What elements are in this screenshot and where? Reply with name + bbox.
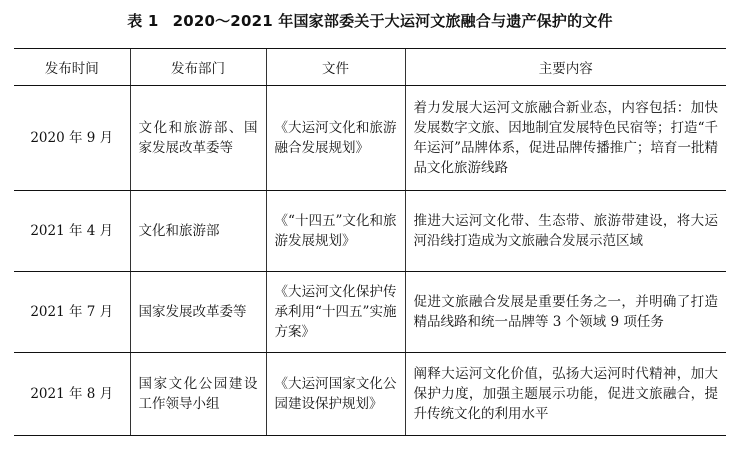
header-document: 文件 <box>266 49 405 86</box>
cell-main-content: 着力发展大运河文旅融合新业态，内容包括：加快发展数字文旅、因地制宜发展特色民宿等；打造“千年运河”品牌体系，促进品牌传播推广；培育一批精品文化旅游线路 <box>405 86 726 191</box>
cell-main-content: 阐释大运河文化价值，弘扬大运河时代精神，加大保护力度，加强主题展示功能，促进文旅融合，提升传统文化的利用水平 <box>405 353 726 436</box>
table-row <box>14 353 726 436</box>
cell-main-content: 促进文旅融合发展是重要任务之一，并明确了打造精品线路和统一品牌等 3 个领域 9 项任务 <box>405 272 726 353</box>
header-main-content: 主要内容 <box>405 49 726 86</box>
cell-release-time: 2021 年 4 月 <box>14 191 130 272</box>
cell-release-department: 国家文化公园建设工作领导小组 <box>130 353 266 436</box>
documents-table <box>14 48 726 436</box>
header-release-time: 发布时间 <box>14 49 130 86</box>
cell-document: 《“十四五”文化和旅游发展规划》 <box>266 191 405 272</box>
table-caption-label: 表 1 <box>127 12 159 30</box>
cell-release-department: 文化和旅游部、国家发展改革委等 <box>130 86 266 191</box>
table-row <box>14 272 726 353</box>
cell-release-time: 2021 年 8 月 <box>14 353 130 436</box>
table-caption <box>0 10 740 32</box>
table-caption-title: 2020～2021 年国家部委关于大运河文旅融合与遗产保护的文件 <box>172 12 613 30</box>
cell-main-content: 推进大运河文化带、生态带、旅游带建设，将大运河沿线打造成为文旅融合发展示范区域 <box>405 191 726 272</box>
table-header-row <box>14 49 726 86</box>
cell-release-time: 2021 年 7 月 <box>14 272 130 353</box>
table-row <box>14 191 726 272</box>
cell-release-time: 2020 年 9 月 <box>14 86 130 191</box>
header-release-department: 发布部门 <box>130 49 266 86</box>
cell-document: 《大运河文化保护传承利用“十四五”实施方案》 <box>266 272 405 353</box>
cell-document: 《大运河文化和旅游融合发展规划》 <box>266 86 405 191</box>
cell-release-department: 国家发展改革委等 <box>130 272 266 353</box>
cell-document: 《大运河国家文化公园建设保护规划》 <box>266 353 405 436</box>
cell-release-department: 文化和旅游部 <box>130 191 266 272</box>
table-row <box>14 86 726 191</box>
